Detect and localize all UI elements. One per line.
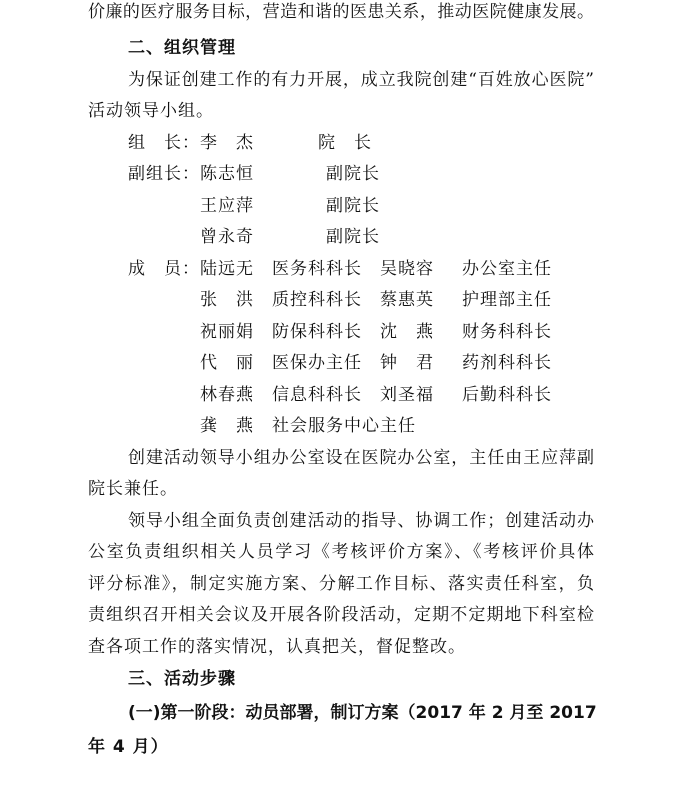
deputy-title: 副院长 xyxy=(326,164,380,184)
member-name: 张 洪 xyxy=(200,290,254,310)
member-name: 吴晓容 xyxy=(380,259,434,279)
member-name: 刘圣福 xyxy=(380,385,434,405)
members-label: 成 员： xyxy=(128,259,200,279)
leader-title: 院 长 xyxy=(318,133,372,153)
para3-line3: 评分标准》，制定实施方案、分解工作目标、落实责任科室，负 xyxy=(88,574,594,594)
para3-line1: 领导小组全面负责创建活动的指导、协调工作；创建活动办 xyxy=(128,511,594,531)
deputy-name: 王应萍 xyxy=(200,196,254,216)
member-name: 钟 君 xyxy=(380,353,434,373)
member-name: 林春燕 xyxy=(200,385,254,405)
member-title: 防保科科长 xyxy=(272,322,362,342)
section-heading-steps: 三、活动步骤 xyxy=(128,669,236,689)
member-title: 医务科科长 xyxy=(272,259,362,279)
member-name: 沈 燕 xyxy=(380,322,434,342)
member-title: 医保办主任 xyxy=(272,353,362,373)
para1-line1: 为保证创建工作的有力开展，成立我院创建“百姓放心医院” xyxy=(128,70,594,90)
member-name: 代 丽 xyxy=(200,353,254,373)
member-name: 蔡惠英 xyxy=(380,290,434,310)
leader-label: 组 长： xyxy=(128,133,200,153)
member-title: 护理部主任 xyxy=(462,290,552,310)
deputy-name: 曾永奇 xyxy=(200,227,254,247)
leader-name: 李 杰 xyxy=(200,133,254,153)
member-title: 后勤科科长 xyxy=(462,385,552,405)
member-title: 药剂科科长 xyxy=(462,353,552,373)
para2-line2: 院长兼任。 xyxy=(88,479,178,499)
member-title: 财务科科长 xyxy=(462,322,552,342)
deputy-name: 陈志恒 xyxy=(200,164,254,184)
deputy-title: 副院长 xyxy=(326,227,380,247)
member-name: 龚 燕 xyxy=(200,416,254,436)
intro-tail-line: 价廉的医疗服务目标，营造和谐的医患关系，推动医院健康发展。 xyxy=(88,2,594,22)
para1-line2: 活动领导小组。 xyxy=(88,101,214,121)
deputy-label: 副组长： xyxy=(128,164,200,184)
para3-line5: 查各项工作的落实情况，认真把关，督促整改。 xyxy=(88,637,466,657)
member-name: 祝丽娟 xyxy=(200,322,254,342)
para3-line4: 责组织召开相关会议及开展各阶段活动，定期不定期地下科室检 xyxy=(88,605,594,625)
member-title: 质控科科长 xyxy=(272,290,362,310)
member-title: 社会服务中心主任 xyxy=(272,416,416,436)
section-heading-organization: 二、组织管理 xyxy=(128,38,236,58)
member-title: 信息科科长 xyxy=(272,385,362,405)
member-title: 办公室主任 xyxy=(462,259,552,279)
phase1-heading-line1: (一)第一阶段：动员部署，制订方案（2017 年 2 月至 2017 xyxy=(128,703,597,723)
member-name: 陆远无 xyxy=(200,259,254,279)
deputy-title: 副院长 xyxy=(326,196,380,216)
phase1-heading-line2: 年 4 月） xyxy=(88,737,169,757)
para2-line1: 创建活动领导小组办公室设在医院办公室，主任由王应萍副 xyxy=(128,448,594,468)
para3-line2: 公室负责组织相关人员学习《考核评价方案》、《考核评价具体 xyxy=(88,542,594,562)
